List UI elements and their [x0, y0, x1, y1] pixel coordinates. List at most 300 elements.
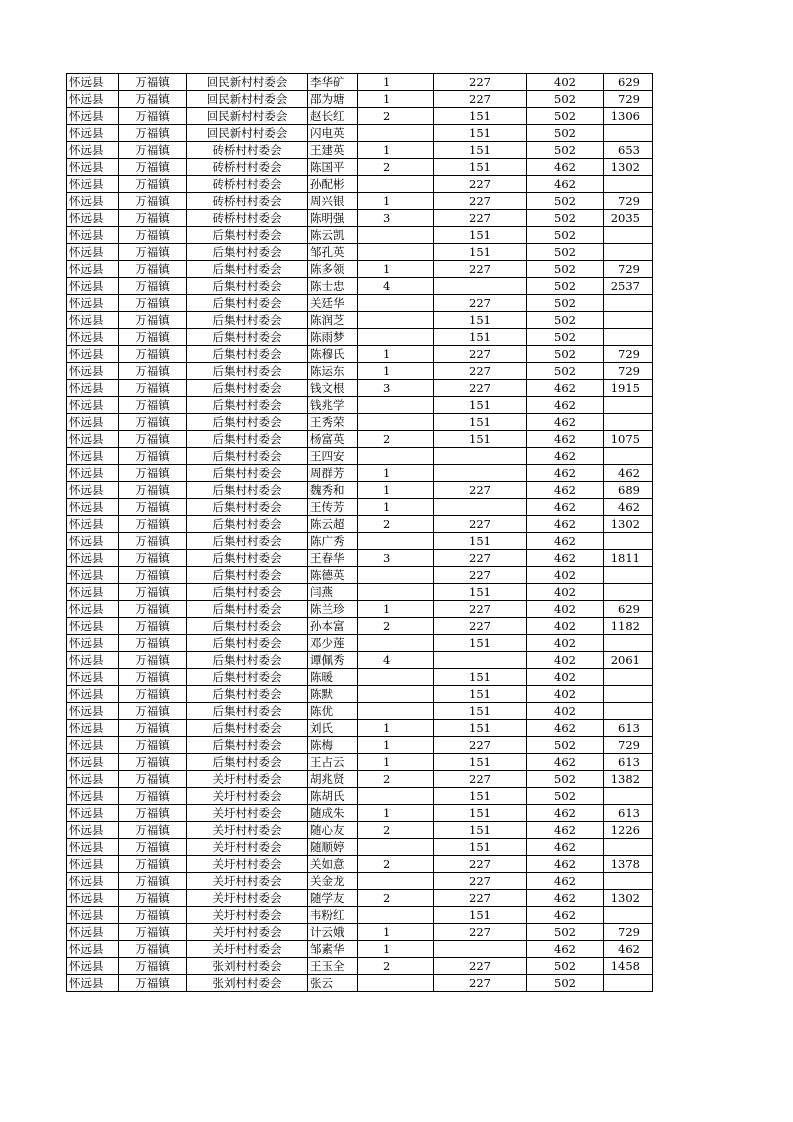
village-committee-cell: 后集村村委会 — [187, 329, 308, 346]
total-cell — [604, 584, 653, 601]
table-row — [67, 618, 653, 635]
county-cell: 怀远县 — [67, 108, 119, 125]
county-cell: 怀远县 — [67, 74, 119, 91]
county-cell: 怀远县 — [67, 363, 119, 380]
table-row — [67, 380, 653, 397]
town-cell: 万福镇 — [119, 91, 187, 108]
count-cell: 2 — [358, 890, 434, 907]
count-cell — [358, 635, 434, 652]
amount-a-cell: 227 — [434, 193, 527, 210]
total-cell: 462 — [604, 499, 653, 516]
name-cell: 闪电英 — [308, 125, 358, 142]
town-cell: 万福镇 — [119, 805, 187, 822]
village-committee-cell: 关圩村村委会 — [187, 890, 308, 907]
village-committee-cell: 后集村村委会 — [187, 635, 308, 652]
village-committee-cell: 后集村村委会 — [187, 278, 308, 295]
town-cell: 万福镇 — [119, 465, 187, 482]
name-cell: 陈云超 — [308, 516, 358, 533]
count-cell — [358, 312, 434, 329]
table-row — [67, 754, 653, 771]
name-cell: 陈德英 — [308, 567, 358, 584]
count-cell: 1 — [358, 482, 434, 499]
amount-b-cell: 502 — [527, 227, 604, 244]
table-row — [67, 533, 653, 550]
town-cell: 万福镇 — [119, 210, 187, 227]
village-committee-cell: 后集村村委会 — [187, 397, 308, 414]
total-cell: 613 — [604, 754, 653, 771]
amount-a-cell — [434, 465, 527, 482]
name-cell: 王占云 — [308, 754, 358, 771]
town-cell: 万福镇 — [119, 737, 187, 754]
name-cell: 陈雨梦 — [308, 329, 358, 346]
county-cell: 怀远县 — [67, 686, 119, 703]
amount-a-cell: 151 — [434, 142, 527, 159]
county-cell: 怀远县 — [67, 261, 119, 278]
amount-b-cell: 462 — [527, 448, 604, 465]
amount-b-cell: 502 — [527, 210, 604, 227]
village-committee-cell: 后集村村委会 — [187, 346, 308, 363]
count-cell — [358, 176, 434, 193]
amount-a-cell: 227 — [434, 74, 527, 91]
town-cell: 万福镇 — [119, 414, 187, 431]
town-cell: 万福镇 — [119, 550, 187, 567]
village-committee-cell: 后集村村委会 — [187, 414, 308, 431]
total-cell: 1182 — [604, 618, 653, 635]
amount-a-cell: 227 — [434, 890, 527, 907]
village-committee-cell: 后集村村委会 — [187, 431, 308, 448]
table-row — [67, 567, 653, 584]
village-committee-cell: 后集村村委会 — [187, 550, 308, 567]
amount-a-cell: 151 — [434, 720, 527, 737]
village-committee-cell: 后集村村委会 — [187, 312, 308, 329]
amount-b-cell: 462 — [527, 431, 604, 448]
table-row — [67, 499, 653, 516]
name-cell: 陈暖 — [308, 669, 358, 686]
amount-b-cell: 402 — [527, 652, 604, 669]
table-row — [67, 91, 653, 108]
village-committee-cell: 后集村村委会 — [187, 618, 308, 635]
amount-b-cell: 502 — [527, 108, 604, 125]
table-row — [67, 482, 653, 499]
amount-b-cell: 462 — [527, 533, 604, 550]
amount-b-cell: 402 — [527, 686, 604, 703]
amount-a-cell: 151 — [434, 431, 527, 448]
name-cell: 钱兆学 — [308, 397, 358, 414]
table-row — [67, 584, 653, 601]
village-committee-cell: 后集村村委会 — [187, 380, 308, 397]
town-cell: 万福镇 — [119, 686, 187, 703]
table-row — [67, 261, 653, 278]
village-committee-cell: 关圩村村委会 — [187, 873, 308, 890]
village-committee-cell: 后集村村委会 — [187, 499, 308, 516]
amount-a-cell: 227 — [434, 346, 527, 363]
village-committee-cell: 后集村村委会 — [187, 448, 308, 465]
county-cell: 怀远县 — [67, 890, 119, 907]
total-cell — [604, 703, 653, 720]
village-committee-cell: 后集村村委会 — [187, 516, 308, 533]
name-cell: 孙配彬 — [308, 176, 358, 193]
town-cell: 万福镇 — [119, 516, 187, 533]
total-cell: 1302 — [604, 890, 653, 907]
town-cell: 万福镇 — [119, 278, 187, 295]
amount-b-cell: 462 — [527, 482, 604, 499]
count-cell: 1 — [358, 924, 434, 941]
count-cell: 1 — [358, 601, 434, 618]
county-cell: 怀远县 — [67, 754, 119, 771]
town-cell: 万福镇 — [119, 771, 187, 788]
count-cell — [358, 244, 434, 261]
table-row — [67, 312, 653, 329]
county-cell: 怀远县 — [67, 567, 119, 584]
name-cell: 胡兆贤 — [308, 771, 358, 788]
total-cell: 629 — [604, 601, 653, 618]
table-row — [67, 414, 653, 431]
count-cell — [358, 414, 434, 431]
amount-a-cell: 227 — [434, 482, 527, 499]
table-row — [67, 890, 653, 907]
town-cell: 万福镇 — [119, 125, 187, 142]
town-cell: 万福镇 — [119, 856, 187, 873]
table-row — [67, 363, 653, 380]
amount-a-cell: 227 — [434, 856, 527, 873]
amount-b-cell: 462 — [527, 754, 604, 771]
county-cell: 怀远县 — [67, 431, 119, 448]
village-committee-cell: 后集村村委会 — [187, 601, 308, 618]
count-cell: 1 — [358, 91, 434, 108]
name-cell: 陈明强 — [308, 210, 358, 227]
count-cell: 2 — [358, 856, 434, 873]
amount-a-cell: 227 — [434, 380, 527, 397]
total-cell: 2537 — [604, 278, 653, 295]
county-cell: 怀远县 — [67, 193, 119, 210]
amount-b-cell: 402 — [527, 669, 604, 686]
town-cell: 万福镇 — [119, 873, 187, 890]
amount-b-cell: 502 — [527, 924, 604, 941]
town-cell: 万福镇 — [119, 431, 187, 448]
amount-a-cell: 151 — [434, 108, 527, 125]
amount-b-cell: 402 — [527, 618, 604, 635]
count-cell: 1 — [358, 499, 434, 516]
amount-a-cell: 151 — [434, 533, 527, 550]
amount-b-cell: 462 — [527, 941, 604, 958]
name-cell: 随成朱 — [308, 805, 358, 822]
amount-b-cell: 462 — [527, 907, 604, 924]
county-cell: 怀远县 — [67, 278, 119, 295]
amount-a-cell: 227 — [434, 567, 527, 584]
name-cell: 陈默 — [308, 686, 358, 703]
county-cell: 怀远县 — [67, 737, 119, 754]
total-cell — [604, 686, 653, 703]
name-cell: 随顺婷 — [308, 839, 358, 856]
total-cell: 729 — [604, 363, 653, 380]
county-cell: 怀远县 — [67, 210, 119, 227]
village-committee-cell: 回民新村村委会 — [187, 108, 308, 125]
county-cell: 怀远县 — [67, 448, 119, 465]
name-cell: 随学友 — [308, 890, 358, 907]
amount-a-cell: 227 — [434, 958, 527, 975]
town-cell: 万福镇 — [119, 380, 187, 397]
county-cell: 怀远县 — [67, 516, 119, 533]
table-row — [67, 227, 653, 244]
total-cell — [604, 227, 653, 244]
total-cell: 1302 — [604, 159, 653, 176]
table-row — [67, 737, 653, 754]
amount-b-cell: 502 — [527, 737, 604, 754]
table-row — [67, 805, 653, 822]
amount-b-cell: 462 — [527, 873, 604, 890]
town-cell: 万福镇 — [119, 567, 187, 584]
county-cell: 怀远县 — [67, 125, 119, 142]
total-cell — [604, 839, 653, 856]
amount-b-cell: 462 — [527, 176, 604, 193]
count-cell — [358, 397, 434, 414]
table-row — [67, 244, 653, 261]
amount-b-cell: 502 — [527, 244, 604, 261]
count-cell: 4 — [358, 652, 434, 669]
total-cell: 1915 — [604, 380, 653, 397]
village-committee-cell: 关圩村村委会 — [187, 822, 308, 839]
amount-a-cell — [434, 499, 527, 516]
amount-b-cell: 502 — [527, 788, 604, 805]
name-cell: 钱文根 — [308, 380, 358, 397]
amount-b-cell: 402 — [527, 635, 604, 652]
amount-a-cell — [434, 941, 527, 958]
county-cell: 怀远县 — [67, 584, 119, 601]
county-cell: 怀远县 — [67, 533, 119, 550]
town-cell: 万福镇 — [119, 482, 187, 499]
total-cell: 653 — [604, 142, 653, 159]
town-cell: 万福镇 — [119, 584, 187, 601]
count-cell — [358, 975, 434, 992]
name-cell: 陈穆氏 — [308, 346, 358, 363]
amount-a-cell: 151 — [434, 329, 527, 346]
total-cell: 462 — [604, 941, 653, 958]
town-cell: 万福镇 — [119, 363, 187, 380]
amount-b-cell: 502 — [527, 312, 604, 329]
county-cell: 怀远县 — [67, 91, 119, 108]
total-cell — [604, 669, 653, 686]
total-cell — [604, 635, 653, 652]
count-cell: 2 — [358, 431, 434, 448]
amount-b-cell: 502 — [527, 346, 604, 363]
town-cell: 万福镇 — [119, 499, 187, 516]
name-cell: 王传芳 — [308, 499, 358, 516]
county-cell: 怀远县 — [67, 703, 119, 720]
county-cell: 怀远县 — [67, 601, 119, 618]
amount-b-cell: 462 — [527, 839, 604, 856]
town-cell: 万福镇 — [119, 941, 187, 958]
amount-b-cell: 502 — [527, 91, 604, 108]
village-committee-cell: 后集村村委会 — [187, 465, 308, 482]
amount-a-cell: 227 — [434, 924, 527, 941]
name-cell: 王秀荣 — [308, 414, 358, 431]
table-row — [67, 975, 653, 992]
count-cell — [358, 669, 434, 686]
table-row — [67, 703, 653, 720]
count-cell: 1 — [358, 805, 434, 822]
village-committee-cell: 后集村村委会 — [187, 737, 308, 754]
amount-b-cell: 502 — [527, 261, 604, 278]
amount-a-cell — [434, 278, 527, 295]
table-row — [67, 601, 653, 618]
count-cell: 1 — [358, 74, 434, 91]
county-cell: 怀远县 — [67, 839, 119, 856]
count-cell — [358, 788, 434, 805]
count-cell — [358, 567, 434, 584]
table-row — [67, 431, 653, 448]
town-cell: 万福镇 — [119, 261, 187, 278]
name-cell: 王四安 — [308, 448, 358, 465]
table-row — [67, 635, 653, 652]
county-cell: 怀远县 — [67, 482, 119, 499]
count-cell: 1 — [358, 941, 434, 958]
county-cell: 怀远县 — [67, 941, 119, 958]
county-cell: 怀远县 — [67, 397, 119, 414]
count-cell — [358, 448, 434, 465]
table-row — [67, 448, 653, 465]
village-committee-cell: 关圩村村委会 — [187, 924, 308, 941]
village-committee-cell: 后集村村委会 — [187, 584, 308, 601]
table-row — [67, 941, 653, 958]
table-row — [67, 839, 653, 856]
village-committee-cell: 后集村村委会 — [187, 363, 308, 380]
amount-b-cell: 462 — [527, 499, 604, 516]
table-row — [67, 210, 653, 227]
town-cell: 万福镇 — [119, 924, 187, 941]
town-cell: 万福镇 — [119, 822, 187, 839]
total-cell: 1075 — [604, 431, 653, 448]
table-row — [67, 958, 653, 975]
town-cell: 万福镇 — [119, 890, 187, 907]
name-cell: 陈广秀 — [308, 533, 358, 550]
county-cell: 怀远县 — [67, 788, 119, 805]
village-committee-cell: 关圩村村委会 — [187, 805, 308, 822]
amount-b-cell: 462 — [527, 550, 604, 567]
town-cell: 万福镇 — [119, 907, 187, 924]
table-row — [67, 125, 653, 142]
total-cell — [604, 397, 653, 414]
town-cell: 万福镇 — [119, 397, 187, 414]
county-cell: 怀远县 — [67, 329, 119, 346]
town-cell: 万福镇 — [119, 346, 187, 363]
name-cell: 陈优 — [308, 703, 358, 720]
table-row — [67, 74, 653, 91]
town-cell: 万福镇 — [119, 108, 187, 125]
total-cell: 729 — [604, 193, 653, 210]
town-cell: 万福镇 — [119, 244, 187, 261]
count-cell: 2 — [358, 958, 434, 975]
data-table — [66, 73, 653, 992]
village-committee-cell: 砖桥村村委会 — [187, 210, 308, 227]
count-cell: 1 — [358, 193, 434, 210]
amount-a-cell: 151 — [434, 125, 527, 142]
table-row — [67, 822, 653, 839]
town-cell: 万福镇 — [119, 720, 187, 737]
village-committee-cell: 后集村村委会 — [187, 754, 308, 771]
village-committee-cell: 后集村村委会 — [187, 669, 308, 686]
name-cell: 孙本富 — [308, 618, 358, 635]
amount-b-cell: 502 — [527, 329, 604, 346]
name-cell: 王玉全 — [308, 958, 358, 975]
table-row — [67, 278, 653, 295]
count-cell — [358, 125, 434, 142]
amount-a-cell: 227 — [434, 771, 527, 788]
count-cell: 2 — [358, 771, 434, 788]
amount-a-cell: 151 — [434, 907, 527, 924]
town-cell: 万福镇 — [119, 176, 187, 193]
amount-b-cell: 462 — [527, 159, 604, 176]
county-cell: 怀远县 — [67, 771, 119, 788]
table-row — [67, 686, 653, 703]
amount-b-cell: 502 — [527, 125, 604, 142]
name-cell: 邵为塘 — [308, 91, 358, 108]
amount-a-cell: 151 — [434, 584, 527, 601]
total-cell — [604, 788, 653, 805]
count-cell: 2 — [358, 159, 434, 176]
table-row — [67, 397, 653, 414]
amount-a-cell — [434, 448, 527, 465]
amount-b-cell: 462 — [527, 856, 604, 873]
amount-a-cell: 227 — [434, 618, 527, 635]
name-cell: 随心友 — [308, 822, 358, 839]
total-cell — [604, 414, 653, 431]
village-committee-cell: 后集村村委会 — [187, 652, 308, 669]
county-cell: 怀远县 — [67, 635, 119, 652]
town-cell: 万福镇 — [119, 159, 187, 176]
amount-b-cell: 402 — [527, 703, 604, 720]
village-committee-cell: 后集村村委会 — [187, 244, 308, 261]
county-cell: 怀远县 — [67, 312, 119, 329]
county-cell: 怀远县 — [67, 958, 119, 975]
name-cell: 陈运东 — [308, 363, 358, 380]
county-cell: 怀远县 — [67, 414, 119, 431]
amount-b-cell: 502 — [527, 363, 604, 380]
town-cell: 万福镇 — [119, 533, 187, 550]
count-cell: 1 — [358, 363, 434, 380]
name-cell: 计云娥 — [308, 924, 358, 941]
amount-b-cell: 502 — [527, 142, 604, 159]
table-row — [67, 465, 653, 482]
name-cell: 张云 — [308, 975, 358, 992]
count-cell — [358, 873, 434, 890]
amount-b-cell: 462 — [527, 414, 604, 431]
amount-a-cell: 151 — [434, 159, 527, 176]
total-cell — [604, 312, 653, 329]
village-committee-cell: 回民新村村委会 — [187, 125, 308, 142]
county-cell: 怀远县 — [67, 822, 119, 839]
county-cell: 怀远县 — [67, 159, 119, 176]
amount-a-cell: 227 — [434, 601, 527, 618]
village-committee-cell: 回民新村村委会 — [187, 74, 308, 91]
county-cell: 怀远县 — [67, 856, 119, 873]
amount-a-cell: 151 — [434, 669, 527, 686]
name-cell: 赵长红 — [308, 108, 358, 125]
county-cell: 怀远县 — [67, 924, 119, 941]
table-row — [67, 669, 653, 686]
amount-a-cell: 227 — [434, 550, 527, 567]
county-cell: 怀远县 — [67, 618, 119, 635]
total-cell — [604, 448, 653, 465]
table-row — [67, 907, 653, 924]
amount-b-cell: 402 — [527, 584, 604, 601]
amount-b-cell: 502 — [527, 193, 604, 210]
amount-a-cell: 151 — [434, 805, 527, 822]
village-committee-cell: 关圩村村委会 — [187, 856, 308, 873]
amount-a-cell: 227 — [434, 261, 527, 278]
name-cell: 李华矿 — [308, 74, 358, 91]
county-cell: 怀远县 — [67, 720, 119, 737]
name-cell: 邹孔英 — [308, 244, 358, 261]
